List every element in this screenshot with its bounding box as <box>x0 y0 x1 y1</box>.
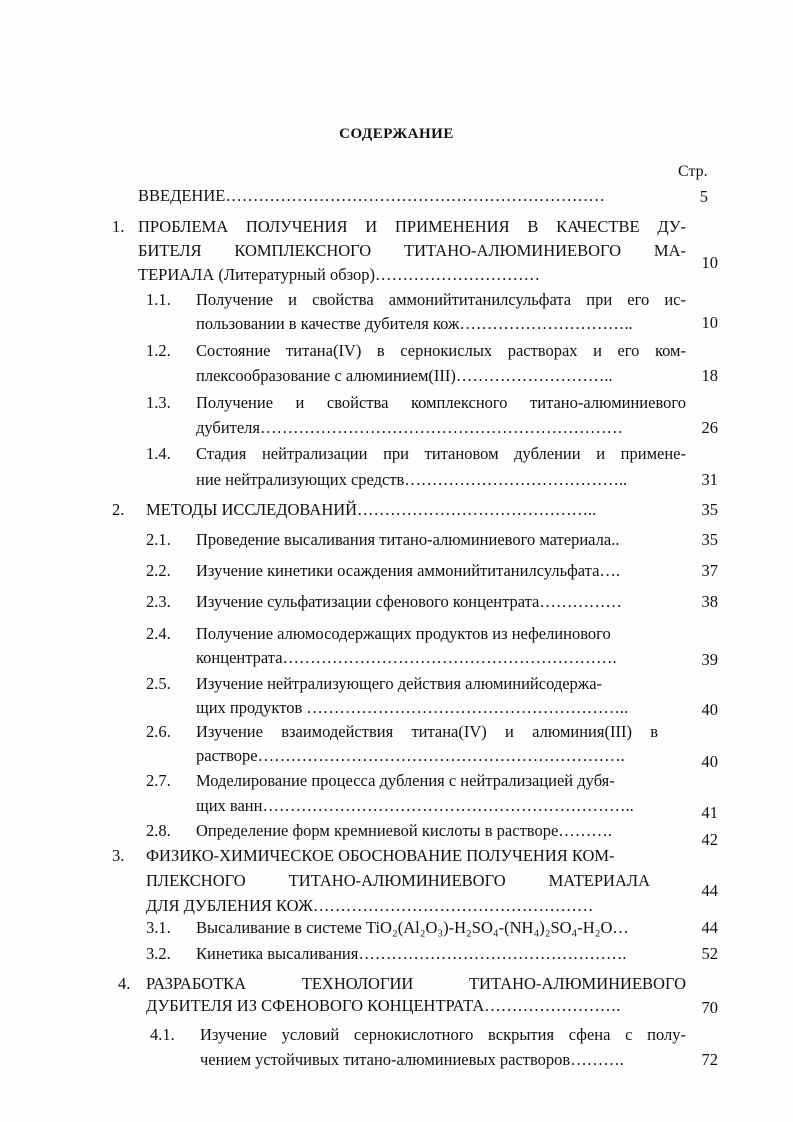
toc-page-intro: 5 <box>699 187 708 206</box>
toc-number-2-6: 2.6. <box>146 722 171 741</box>
toc-entry-1-2-line1: Состояние титана(IV) в сернокислых растворах и его ком- <box>196 341 686 360</box>
toc-number-1-3: 1.3. <box>146 393 171 412</box>
toc-number-3-2: 3.2. <box>146 944 171 963</box>
toc-number-1-2: 1.2. <box>146 341 171 360</box>
toc-entry-4-1-line1: Изучение условий сернокислотного вскрытия сфена с полу- <box>200 1025 686 1044</box>
toc-entry-4-1-line2: чением устойчивых титано-алюминиевых растворов………. <box>200 1050 624 1069</box>
toc-entry-1-4-line1: Стадия нейтрализации при титановом дублении и примене- <box>196 444 686 463</box>
toc-entry-3-1: Высаливание в системе TiO₂(Al₂O₃)-H₂SO₄-(NH₄)₂SO₄-H₂O… <box>196 918 629 937</box>
toc-entry-2-7-line2: щих ванн………………………………………………………….. <box>196 796 634 815</box>
toc-page-1-4: 31 <box>701 470 718 489</box>
toc-page-2-5: 40 <box>701 700 718 719</box>
toc-page-2-2: 37 <box>701 561 718 580</box>
toc-page-4-1: 72 <box>701 1050 718 1069</box>
toc-page-2-1: 35 <box>701 530 718 549</box>
toc-page-2: 35 <box>701 500 718 519</box>
toc-entry-2-4-line2: концентрата……………………………………………………. <box>196 648 617 667</box>
toc-page-3: 44 <box>701 881 718 900</box>
toc-number-2-3: 2.3. <box>146 592 171 611</box>
page-column-label: Стр. <box>678 163 708 180</box>
page-title: СОДЕРЖАНИЕ <box>339 126 454 142</box>
toc-entry-2-5-line2: щих продуктов ………………………………………………….. <box>196 698 629 717</box>
toc-number-4: 4. <box>118 974 131 993</box>
toc-entry-2-3: Изучение сульфатизации сфенового концентрата…………… <box>196 592 622 611</box>
toc-page-3-2: 52 <box>701 944 718 963</box>
toc-entry-4-line1: РАЗРАБОТКА ТЕХНОЛОГИИ ТИТАНО-АЛЮМИНИЕВОГО <box>146 974 686 993</box>
toc-entry-1-line1: ПРОБЛЕМА ПОЛУЧЕНИЯ И ПРИМЕНЕНИЯ В КАЧЕСТВЕ ДУ- <box>138 217 686 236</box>
toc-page-1: 10 <box>701 253 718 272</box>
toc-number-2-5: 2.5. <box>146 674 171 693</box>
toc-number-1: 1. <box>112 217 125 236</box>
toc-entry-2-4-line1: Получение алюмосодержащих продуктов из нефелинового <box>196 624 611 643</box>
toc-entry-1-line2: БИТЕЛЯ КОМПЛЕКСНОГО ТИТАНО-АЛЮМИНИЕВОГО МА- <box>138 241 686 260</box>
toc-page-2-4: 39 <box>701 650 718 669</box>
toc-number-2-7: 2.7. <box>146 771 171 790</box>
toc-entry-2-7-line1: Моделирование процесса дубления с нейтрализацией дубя- <box>196 771 615 790</box>
toc-entry-1-1-line2: пользовании в качестве дубителя кож………………………….. <box>196 314 633 333</box>
toc-entry-2-1: Проведение высаливания титано-алюминиевого материала.. <box>196 530 620 549</box>
toc-page-1-3: 26 <box>701 418 718 437</box>
toc-entry-3-line3: ДЛЯ ДУБЛЕНИЯ КОЖ…………………………………………… <box>146 896 594 915</box>
toc-entry-3-line1: ФИЗИКО-ХИМИЧЕСКОЕ ОБОСНОВАНИЕ ПОЛУЧЕНИЯ КОМ- <box>146 846 615 865</box>
toc-entry-intro: ВВЕДЕНИЕ…………………………………………………………… <box>138 186 605 205</box>
toc-entry-1-3-line1: Получение и свойства комплексного титано-алюминиевого <box>196 393 686 412</box>
toc-entry-3-2: Кинетика высаливания…………………………………………. <box>196 944 627 963</box>
toc-entry-4-line2: ДУБИТЕЛЯ ИЗ СФЕНОВОГО КОНЦЕНТРАТА……………………. <box>146 996 621 1015</box>
toc-entry-3-line2: ПЛЕКСНОГО ТИТАНО-АЛЮМИНИЕВОГО МАТЕРИАЛА <box>146 871 650 890</box>
toc-entry-1-2-line2: плексообразование с алюминием(III)……………………….. <box>196 366 613 385</box>
toc-entry-1-3-line2: дубителя………………………………………………………… <box>196 418 624 437</box>
toc-number-1-4: 1.4. <box>146 444 171 463</box>
toc-entry-1-line3: ТЕРИАЛА (Литературный обзор)………………………… <box>138 265 541 284</box>
toc-entry-1-1-line1: Получение и свойства аммонийтитанилсульфата при его ис- <box>196 290 686 309</box>
toc-page-3-1: 44 <box>701 918 718 937</box>
toc-entry-2-5-line1: Изучение нейтрализующего действия алюминийсодержа- <box>196 674 603 693</box>
toc-page-2-8: 42 <box>701 830 718 849</box>
toc-entry-2: МЕТОДЫ ИССЛЕДОВАНИЙ…………………………………….. <box>146 500 597 519</box>
toc-entry-2-6-line1: Изучение взаимодействия титана(IV) и алюминия(III) в <box>196 722 658 741</box>
toc-number-2: 2. <box>112 500 125 519</box>
toc-number-3: 3. <box>112 846 125 865</box>
toc-entry-2-2: Изучение кинетики осаждения аммонийтитанилсульфата…. <box>196 561 621 580</box>
toc-entry-1-4-line2: ние нейтрализующих средств………………………………….. <box>196 470 628 489</box>
toc-page-4: 70 <box>701 998 718 1017</box>
toc-number-1-1: 1.1. <box>146 290 171 309</box>
toc-number-3-1: 3.1. <box>146 918 171 937</box>
toc-page-2-6: 40 <box>701 752 718 771</box>
toc-page-2-7: 41 <box>701 803 718 822</box>
toc-page-1-1: 10 <box>701 313 718 332</box>
toc-entry-2-8: Определение форм кремниевой кислоты в растворе………. <box>196 821 612 840</box>
toc-number-2-2: 2.2. <box>146 561 171 580</box>
toc-entry-2-6-line2: растворе…………………………………………………………. <box>196 746 625 765</box>
toc-number-4-1: 4.1. <box>150 1025 175 1044</box>
toc-page-1-2: 18 <box>701 366 718 385</box>
toc-page-2-3: 38 <box>701 592 718 611</box>
toc-number-2-1: 2.1. <box>146 530 171 549</box>
toc-number-2-8: 2.8. <box>146 821 171 840</box>
toc-number-2-4: 2.4. <box>146 624 171 643</box>
